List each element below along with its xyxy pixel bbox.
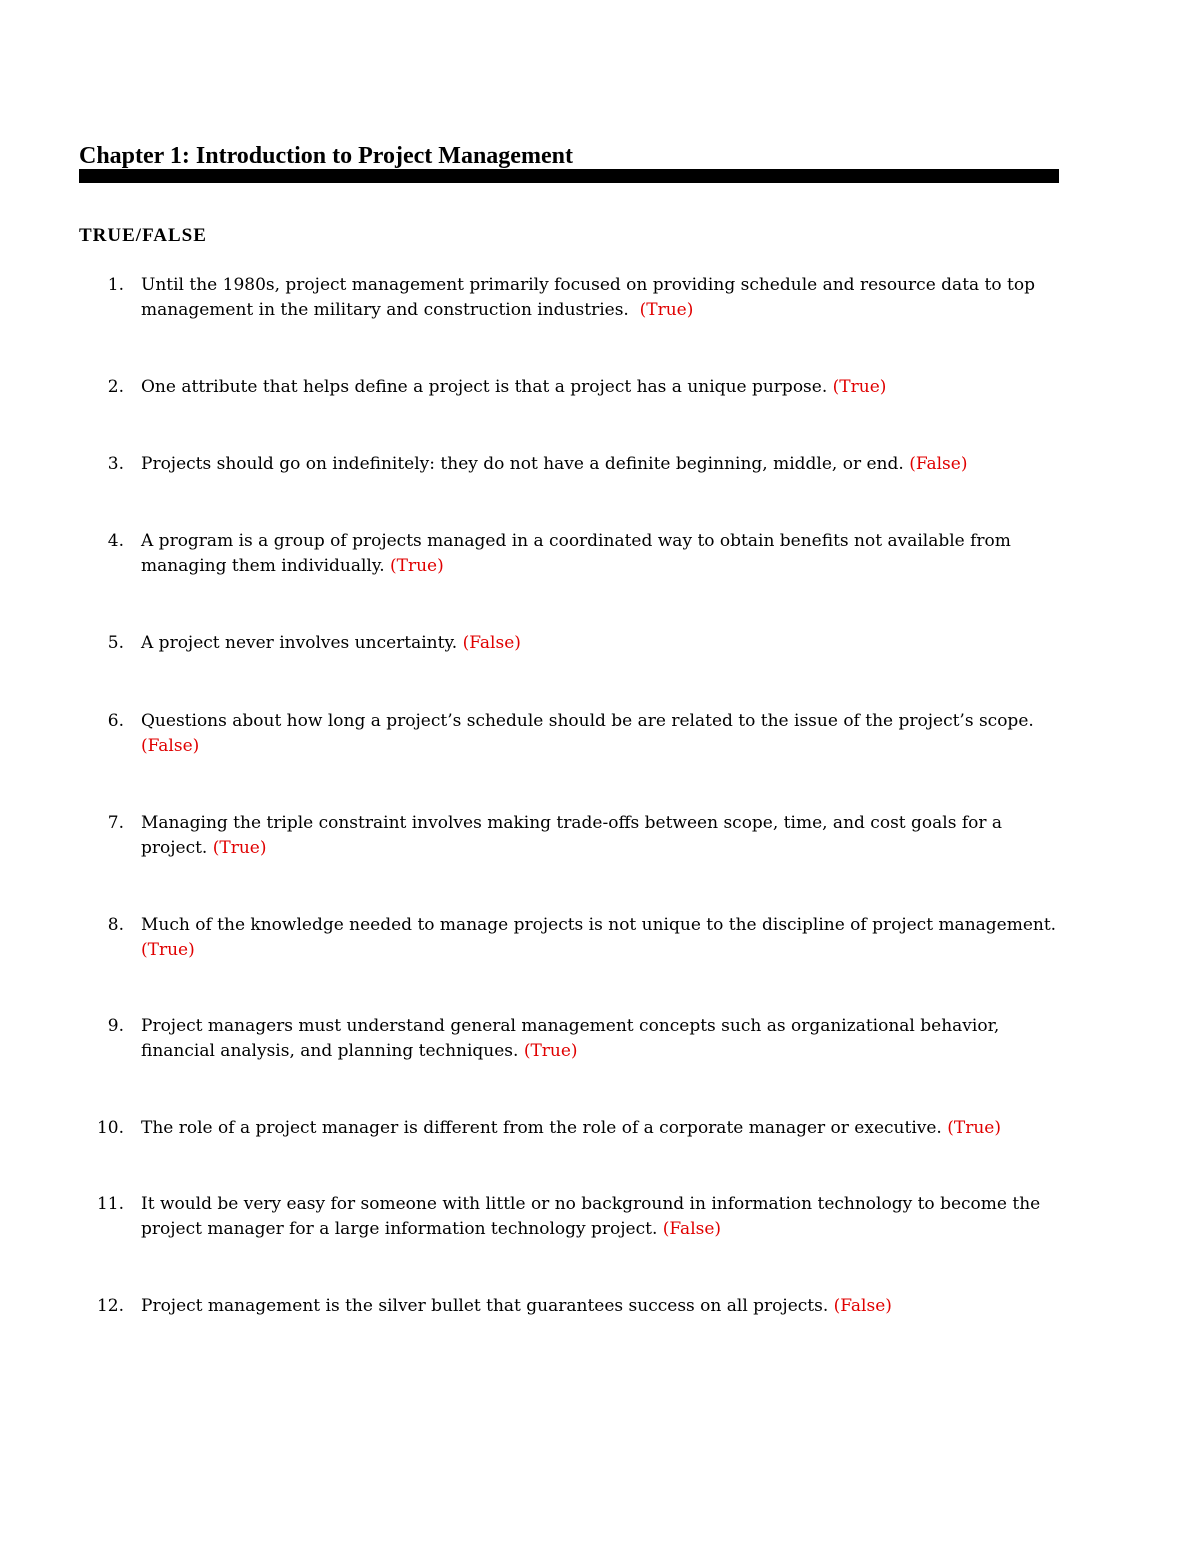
question-text bbox=[141, 1014, 1059, 1064]
title-rule bbox=[79, 169, 1059, 183]
question-number: 5. bbox=[107, 633, 124, 653]
answer-label: (True) bbox=[947, 1118, 1001, 1138]
question-text bbox=[141, 1294, 1059, 1319]
question-text bbox=[141, 709, 1059, 759]
question-statement: A program is a group of projects managed in a coordinated way to obtain benefits not available from managing them individually. bbox=[141, 531, 1011, 576]
question-text bbox=[141, 1192, 1059, 1242]
answer-label: (True) bbox=[390, 556, 444, 576]
question-statement: It would be very easy for someone with little or no background in information technology to become the project manager for a large information technology project. bbox=[141, 1194, 1041, 1239]
answer-label: (False) bbox=[141, 736, 200, 756]
question-statement: Projects should go on indefinitely: they do not have a definite beginning, middle, or end. bbox=[141, 454, 904, 474]
answer-label: (True) bbox=[523, 1041, 578, 1061]
answer-label: (False) bbox=[462, 633, 521, 653]
question-statement: Project managers must understand general management concepts such as organizational behavior, financial analysis, and planning techniques. bbox=[141, 1016, 1000, 1061]
question-number: 1. bbox=[107, 275, 124, 295]
question-number: 6. bbox=[107, 711, 124, 731]
question-number: 11. bbox=[96, 1194, 124, 1214]
chapter-title: Chapter 1: Introduction to Project Management bbox=[79, 143, 573, 169]
question-statement: A project never involves uncertainty. bbox=[141, 633, 458, 653]
question-statement: Managing the triple constraint involves making trade-offs between scope, time, and cost goals for a project. bbox=[141, 813, 1003, 858]
question-number: 9. bbox=[107, 1016, 124, 1036]
question-text bbox=[141, 375, 1059, 400]
question-statement: Until the 1980s, project management primarily focused on providing schedule and resource data to top management in the military and construction industries. bbox=[141, 275, 1035, 320]
question-text bbox=[141, 529, 1059, 579]
question-statement: Much of the knowledge needed to manage projects is not unique to the discipline of project management. bbox=[141, 915, 1057, 935]
question-text bbox=[141, 452, 1059, 477]
question-number: 10. bbox=[96, 1118, 124, 1138]
answer-label: (True) bbox=[639, 300, 694, 320]
question-number: 4. bbox=[107, 531, 124, 551]
question-text bbox=[141, 913, 1059, 963]
question-text bbox=[141, 1116, 1059, 1141]
question-statement: The role of a project manager is different from the role of a corporate manager or executive. bbox=[141, 1118, 942, 1138]
answer-label: (True) bbox=[212, 838, 267, 858]
question-number: 12. bbox=[96, 1296, 124, 1316]
answer-label: (True) bbox=[141, 940, 195, 960]
question-number: 7. bbox=[107, 813, 124, 833]
question-number: 3. bbox=[107, 454, 124, 474]
answer-label: (False) bbox=[833, 1296, 892, 1316]
question-statement: Project management is the silver bullet that guarantees success on all projects. bbox=[141, 1296, 829, 1316]
question-number: 2. bbox=[107, 377, 124, 397]
section-heading: TRUE/FALSE bbox=[79, 225, 207, 246]
question-statement: Questions about how long a project’s schedule should be are related to the issue of the project’s scope. bbox=[141, 711, 1034, 731]
question-text bbox=[141, 811, 1059, 861]
answer-label: (False) bbox=[662, 1219, 722, 1239]
answer-label: (False) bbox=[909, 454, 968, 474]
question-text bbox=[141, 273, 1059, 323]
question-statement: One attribute that helps define a project is that a project has a unique purpose. bbox=[141, 377, 828, 397]
question-text bbox=[141, 631, 1059, 656]
question-number: 8. bbox=[107, 915, 124, 935]
answer-label: (True) bbox=[832, 377, 887, 397]
